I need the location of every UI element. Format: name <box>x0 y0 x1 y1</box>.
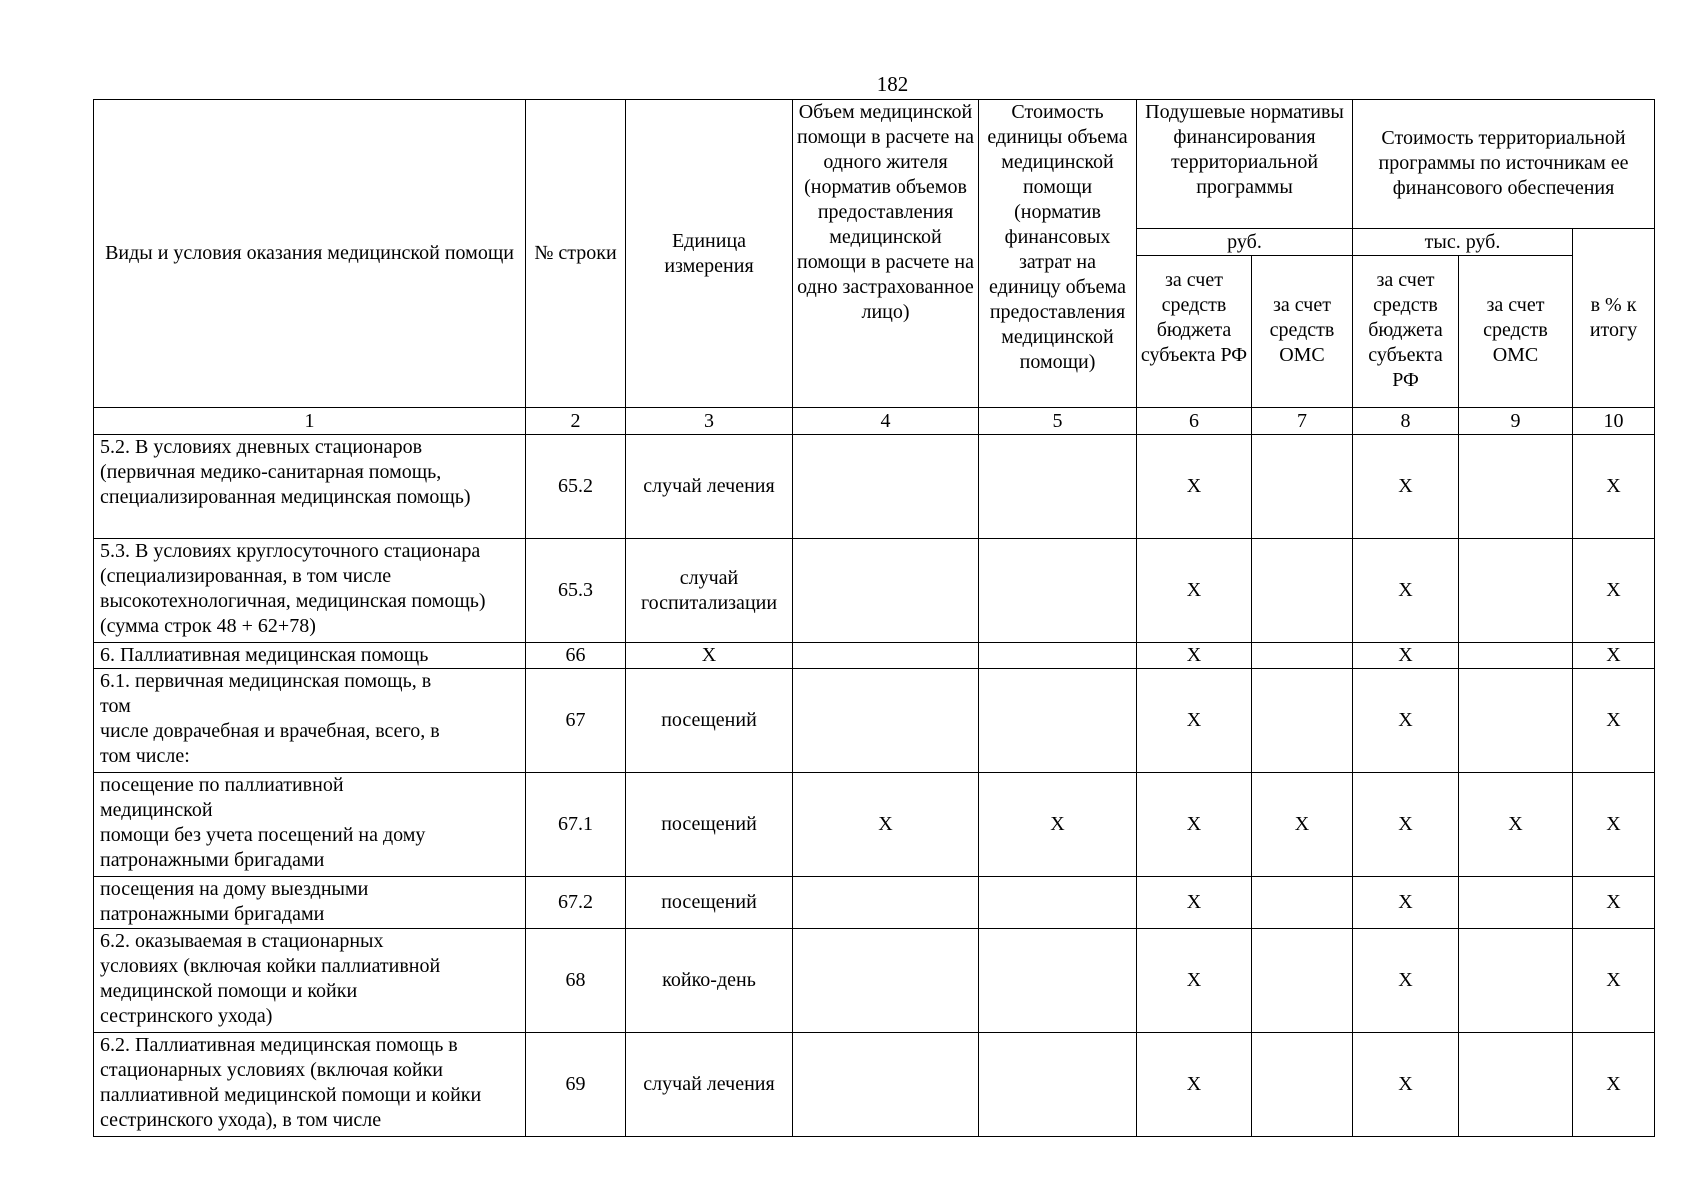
row-percent: X <box>1573 669 1655 773</box>
column-number: 10 <box>1573 408 1655 435</box>
row-percent: X <box>1573 643 1655 669</box>
row-line-number: 65.3 <box>526 539 626 643</box>
row-name: 6.1. первичная медицинская помощь, в том числе доврачебная и врачебная, всего, в том числе: <box>94 669 526 773</box>
row-volume <box>793 643 979 669</box>
row-volume <box>793 929 979 1033</box>
table-row <box>94 435 1655 539</box>
table-row <box>94 1033 1655 1137</box>
row-budget-rub: X <box>1137 877 1252 929</box>
row-oms-thousand <box>1459 1033 1573 1137</box>
row-oms-thousand <box>1459 643 1573 669</box>
header-budget-subject-rub: за счет средств бюджета субъекта РФ <box>1137 256 1252 408</box>
row-budget-rub: X <box>1137 539 1252 643</box>
row-budget-rub: X <box>1137 435 1252 539</box>
header-budget-subject-thousand: за счет средств бюджета субъекта РФ <box>1353 256 1459 408</box>
column-number: 7 <box>1252 408 1353 435</box>
row-line-number: 67.2 <box>526 877 626 929</box>
territorial-program-table <box>93 99 1655 1137</box>
header-percent-total: в % к итогу <box>1573 229 1655 408</box>
row-oms-thousand <box>1459 539 1573 643</box>
column-number: 8 <box>1353 408 1459 435</box>
row-percent: X <box>1573 877 1655 929</box>
row-percent: X <box>1573 1033 1655 1137</box>
table-row <box>94 773 1655 877</box>
column-number: 5 <box>979 408 1137 435</box>
row-line-number: 65.2 <box>526 435 626 539</box>
row-oms-thousand <box>1459 929 1573 1033</box>
row-unit-cost <box>979 1033 1137 1137</box>
row-unit-cost: X <box>979 773 1137 877</box>
row-budget-thousand: X <box>1353 1033 1459 1137</box>
row-name: 6.2. Паллиативная медицинская помощь в стационарных условиях (включая койки паллиативной медицинской помощи и койки сестринского ухода), в том числе <box>94 1033 526 1137</box>
row-oms-rub <box>1252 1033 1353 1137</box>
header-unit-cost: Стоимость единицы объема медицинской помощи (норматив финансовых затрат на единицу объема предоставления медицинской помощи) <box>979 100 1137 408</box>
header-unit-rub: руб. <box>1137 229 1353 256</box>
row-budget-thousand: X <box>1353 669 1459 773</box>
page-number: 182 <box>876 72 909 96</box>
row-oms-thousand: X <box>1459 773 1573 877</box>
row-percent: X <box>1573 929 1655 1033</box>
column-number: 2 <box>526 408 626 435</box>
row-percent: X <box>1573 435 1655 539</box>
table-row <box>94 539 1655 643</box>
row-oms-rub <box>1252 643 1353 669</box>
row-volume <box>793 539 979 643</box>
column-number: 9 <box>1459 408 1573 435</box>
column-number: 6 <box>1137 408 1252 435</box>
row-budget-thousand: X <box>1353 877 1459 929</box>
table-row <box>94 669 1655 773</box>
row-unit: посещений <box>626 669 793 773</box>
row-unit: случай лечения <box>626 435 793 539</box>
row-oms-rub <box>1252 539 1353 643</box>
header-program-cost: Стоимость территориальной программы по источникам ее финансового обеспечения <box>1353 100 1655 229</box>
row-budget-rub: X <box>1137 643 1252 669</box>
column-number: 4 <box>793 408 979 435</box>
row-budget-rub: X <box>1137 773 1252 877</box>
row-volume <box>793 877 979 929</box>
row-oms-rub <box>1252 877 1353 929</box>
row-line-number: 67.1 <box>526 773 626 877</box>
row-line-number: 66 <box>526 643 626 669</box>
row-unit: случай госпитализации <box>626 539 793 643</box>
table-row <box>94 877 1655 929</box>
row-unit: посещений <box>626 877 793 929</box>
row-unit-cost <box>979 539 1137 643</box>
row-volume: X <box>793 773 979 877</box>
row-unit-cost <box>979 929 1137 1033</box>
row-name: 6.2. оказываемая в стационарных условиях (включая койки паллиативной медицинской помощи и койки сестринского ухода) <box>94 929 526 1033</box>
column-number: 1 <box>94 408 526 435</box>
header-unit-thousand-rub: тыс. руб. <box>1353 229 1573 256</box>
row-budget-rub: X <box>1137 929 1252 1033</box>
row-oms-thousand <box>1459 435 1573 539</box>
row-unit-cost <box>979 877 1137 929</box>
row-line-number: 69 <box>526 1033 626 1137</box>
row-volume <box>793 1033 979 1137</box>
row-unit: посещений <box>626 773 793 877</box>
header-kinds-conditions: Виды и условия оказания медицинской помощи <box>94 100 526 408</box>
row-oms-rub: X <box>1252 773 1353 877</box>
row-volume <box>793 669 979 773</box>
row-budget-rub: X <box>1137 669 1252 773</box>
row-oms-thousand <box>1459 877 1573 929</box>
table-row <box>94 929 1655 1033</box>
row-oms-rub <box>1252 435 1353 539</box>
row-unit: койко-день <box>626 929 793 1033</box>
row-oms-rub <box>1252 929 1353 1033</box>
table-row <box>94 643 1655 669</box>
row-budget-thousand: X <box>1353 435 1459 539</box>
header-line-number: № строки <box>526 100 626 408</box>
header-oms-rub: за счет средств ОМС <box>1252 256 1353 408</box>
row-percent: X <box>1573 539 1655 643</box>
row-oms-rub <box>1252 669 1353 773</box>
row-name: 5.2. В условиях дневных стационаров (первичная медико-санитарная помощь, специализированная медицинская помощь) <box>94 435 526 539</box>
row-name: посещение по паллиативной медицинской помощи без учета посещений на дому патронажными бригадами <box>94 773 526 877</box>
row-budget-thousand: X <box>1353 929 1459 1033</box>
row-unit: X <box>626 643 793 669</box>
header-unit: Единица измерения <box>626 100 793 408</box>
row-oms-thousand <box>1459 669 1573 773</box>
row-budget-thousand: X <box>1353 539 1459 643</box>
row-name: 5.3. В условиях круглосуточного стационара (специализированная, в том числе высокотехнологичная, медицинская помощь) (сумма строк 48 + 62+78) <box>94 539 526 643</box>
row-percent: X <box>1573 773 1655 877</box>
row-line-number: 68 <box>526 929 626 1033</box>
row-budget-thousand: X <box>1353 773 1459 877</box>
column-number: 3 <box>626 408 793 435</box>
header-oms-thousand: за счет средств ОМС <box>1459 256 1573 408</box>
row-unit-cost <box>979 435 1137 539</box>
row-line-number: 67 <box>526 669 626 773</box>
row-unit-cost <box>979 643 1137 669</box>
header-volume: Объем медицинской помощи в расчете на одного жителя (норматив объемов предоставления медицинской помощи в расчете на одно застрахованное лицо) <box>793 100 979 408</box>
row-unit: случай лечения <box>626 1033 793 1137</box>
row-volume <box>793 435 979 539</box>
header-per-capita-standards: Подушевые нормативы финансирования территориальной программы <box>1137 100 1353 229</box>
column-numbers-row <box>94 408 1655 435</box>
row-budget-thousand: X <box>1353 643 1459 669</box>
row-budget-rub: X <box>1137 1033 1252 1137</box>
row-unit-cost <box>979 669 1137 773</box>
row-name: 6. Паллиативная медицинская помощь <box>94 643 526 669</box>
row-name: посещения на дому выездными патронажными бригадами <box>94 877 526 929</box>
